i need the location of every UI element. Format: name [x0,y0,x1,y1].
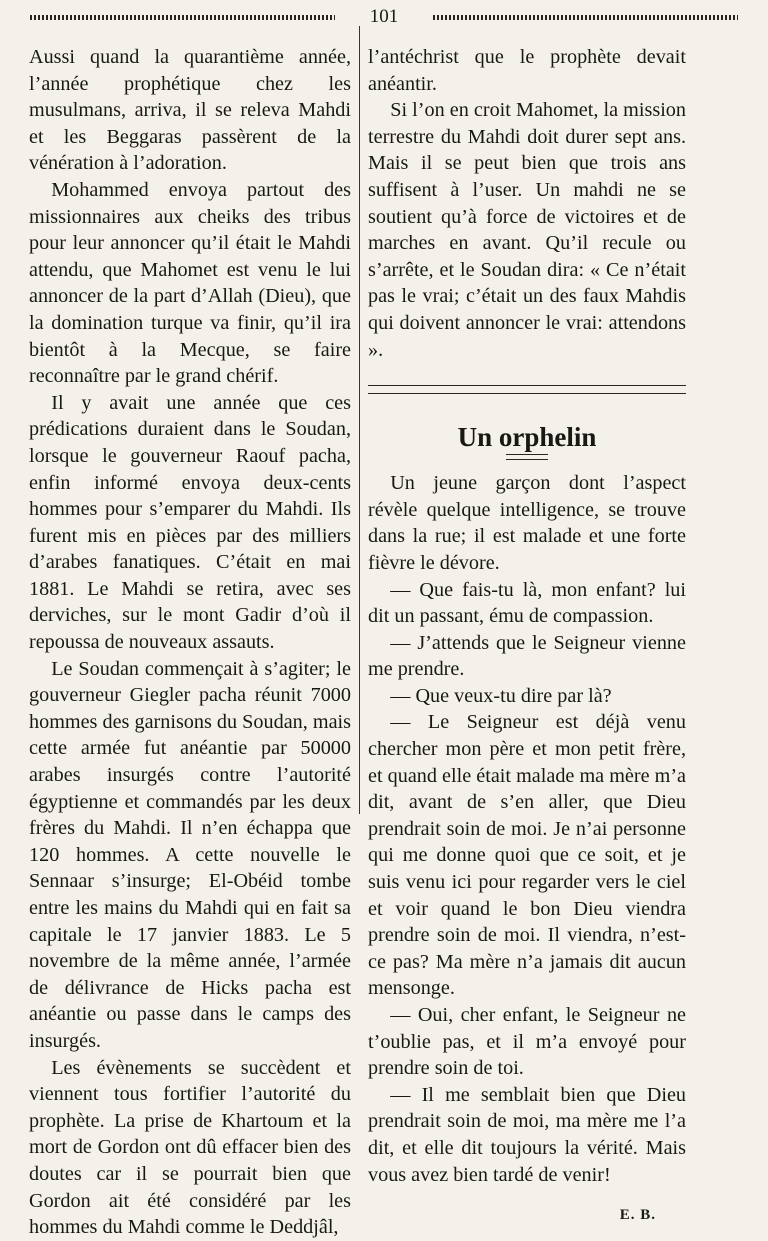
dialogue-line: — Oui, cher enfant, le Seigneur ne t’oublie pas, et il m’a envoyé pour prendre soin de toi. [368,1004,686,1080]
dialogue-line: — J’attends que le Seigneur vienne me prendre. [368,631,686,681]
page-number: 101 [367,6,402,28]
dialogue-line: — Il me semblait bien que Dieu prendrait soin de moi, ma mère me l’a dit, et elle dit toujours la vérité. Mais vous avez bien tardé de venir! [368,1083,686,1186]
dialogue-line: — Que fais-tu là, mon enfant? lui dit un passant, ému de compassion. [368,578,686,628]
left-column [29,44,351,1241]
author-signature: E. B. [619,1207,656,1224]
paragraph: Si l’on en croit Mahomet, la mission terrestre du Mahdi doit durer sept ans. Mais il se peut bien que trois ans suffisent à l’user. Un mahdi ne se soutient qu’à force de victoires et de marches en avant. Qu’il recule ou s’arrête, et le Soudan dira: « Ce n’était pas le vrai; c’était un des faux Mahdis qui doivent annoncer le vrai: attendons ». [368,99,686,361]
column-divider [359,26,360,814]
title-underline [506,454,548,460]
paragraph: Un jeune garçon dont l’aspect révèle quelque intelligence, se trouve dans la rue; il est malade et une forte fièvre le dévore. [368,472,686,574]
dialogue-line: — Le Seigneur est déjà venu chercher mon père et mon petit frère, et quand elle était malade ma mère m’a dit, avant de s’en aller, que Dieu prendrait soin de moi. Je n’ai personne qui me donne quoi que ce soit, et je suis venu ici pour regarder vers le ciel et voir quand le bon Dieu viendra prendre soin de moi. Il viendra, n’est-ce pas? Ma mère n’a jamais dit aucun mensonge. [368,711,686,1000]
header-ornament-right [433,15,738,20]
paragraph: Les évènements se succèdent et viennent tous fortifier l’autorité du prophète. La prise de Khartoum et la mort de Gordon ont dû effacer bien des doutes car il se pourrait bien que Gordon ait été considéré par les hommes du Mahdi comme le Deddjâl, [29,1056,351,1239]
article-title: Un orphelin [457,422,597,453]
paragraph: Mohammed envoya partout des missionnaires aux cheiks des tribus pour leur annoncer qu’il était le Mahdi attendu, que Mahomet est venu le lui annoncer de la part d’Allah (Dieu), que la domination turque va finir, qu’il ira bientôt à la Mecque, se faire reconnaître par le grand chérif. [29,178,351,388]
paragraph: Le Soudan commençait à s’agiter; le gouverneur Giegler pacha réunit 7000 hommes des garnisons du Soudan, mais cette armée fut anéantie par 50000 arabes insurgés contre l’autorité égyptienne et commandés par les deux frères du Mahdi. Il n’en échappa que 120 hommes. A cette nouvelle le Sennaar s’insurge; El-Obéid tombe entre les mains du Mahdi qui en fait sa capitale le 17 janvier 1883. Le 5 novembre de la même année, l’armée de délivrance de Hicks pacha est anéantie ou passe dans le camps des insurgés. [29,657,351,1052]
right-column [368,44,686,1229]
section-separator [368,385,686,394]
dialogue-line: — Que veux-tu dire par là? [390,684,612,707]
paragraph: Aussi quand la quarantième année, l’année prophétique chez les musulmans, arriva, il se releva Mahdi et les Beggaras passèrent de la vénération à l’adoration. [29,46,351,175]
header-ornament-left [30,15,335,20]
paragraph: l’antéchrist que le prophète devait anéantir. [368,46,686,95]
paragraph: Il y avait une année que ces prédications duraient dans le Soudan, lorsque le gouverneur Raouf pacha, enfin informé envoya deux-cents hommes pour s’emparer du Mahdi. Ils furent mis en pièces par des milliers d’arabes fanatiques. C’était en mai 1881. Le Mahdi se retira, avec ses derviches, sur le mont Gadir d’où il repoussa de nouveaux assauts. [29,391,351,654]
